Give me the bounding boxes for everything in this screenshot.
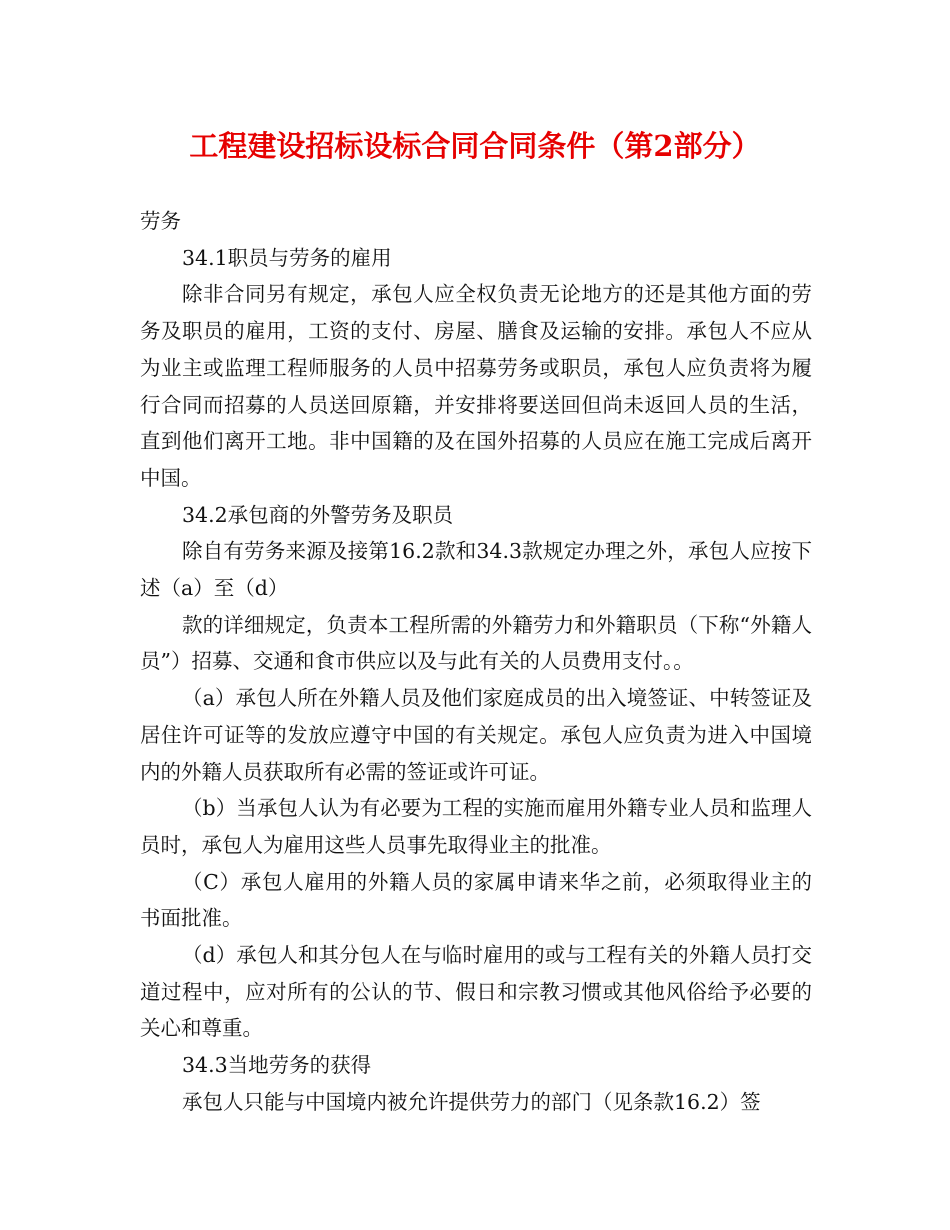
- paragraph: 承包人只能与中国境内被允许提供劳力的部门（见条款16.2）签: [182, 1089, 761, 1114]
- list-item-d: （d）承包人和其分包人在与临时雇用的或与工程有关的外籍人员打交道过程中，应对所有的公认的节、假日和宗教习惯或其他风俗给予必要的关心和尊重。: [140, 943, 812, 1041]
- document-body: [140, 203, 812, 1121]
- document-title: 工程建设招标设标合同合同条件（第2部分）: [189, 129, 761, 163]
- paragraph: 除自有劳务来源及接第16.2款和34.3款规定办理之外，承包人应按下述（a）至（d）: [140, 539, 812, 601]
- clause-heading-34-1: 34.1职员与劳务的雇用: [182, 245, 392, 270]
- paragraph: 除非合同另有规定，承包人应全权负责无论地方的还是其他方面的劳务及职员的雇用，工资的支付、房屋、膳食及运输的安排。承包人不应从为业主或监理工程师服务的人员中招募劳务或职员，承包人应负责将为履行合同而招募的人员送回原籍，并安排将要送回但尚未返回人员的生活，直到他们离开工地。非中国籍的及在国外招募的人员应在施工完成后离开中国。: [140, 282, 812, 490]
- section-heading-labor: 劳务: [140, 209, 181, 233]
- paragraph: 款的详细规定，负责本工程所需的外籍劳力和外籍职员（下称“外籍人员”）招募、交通和食市供应以及与此有关的人员费用支付。。: [140, 612, 812, 674]
- clause-heading-34-2: 34.2承包商的外警劳务及职员: [182, 502, 454, 527]
- list-item-c: （C）承包人雇用的外籍人员的家属申请来华之前，必须取得业主的书面批准。: [140, 869, 812, 931]
- list-item-a: （a）承包人所在外籍人员及他们家庭成员的出入境签证、中转签证及居住许可证等的发放应遵守中国的有关规定。承包人应负责为进入中国境内的外籍人员获取所有必需的签证或许可证。: [140, 686, 812, 784]
- list-item-b: （b）当承包人认为有必要为工程的实施而雇用外籍专业人员和监理人员时，承包人为雇用这些人员事先取得业主的批准。: [140, 796, 812, 857]
- clause-heading-34-3: 34.3当地劳务的获得: [182, 1053, 372, 1078]
